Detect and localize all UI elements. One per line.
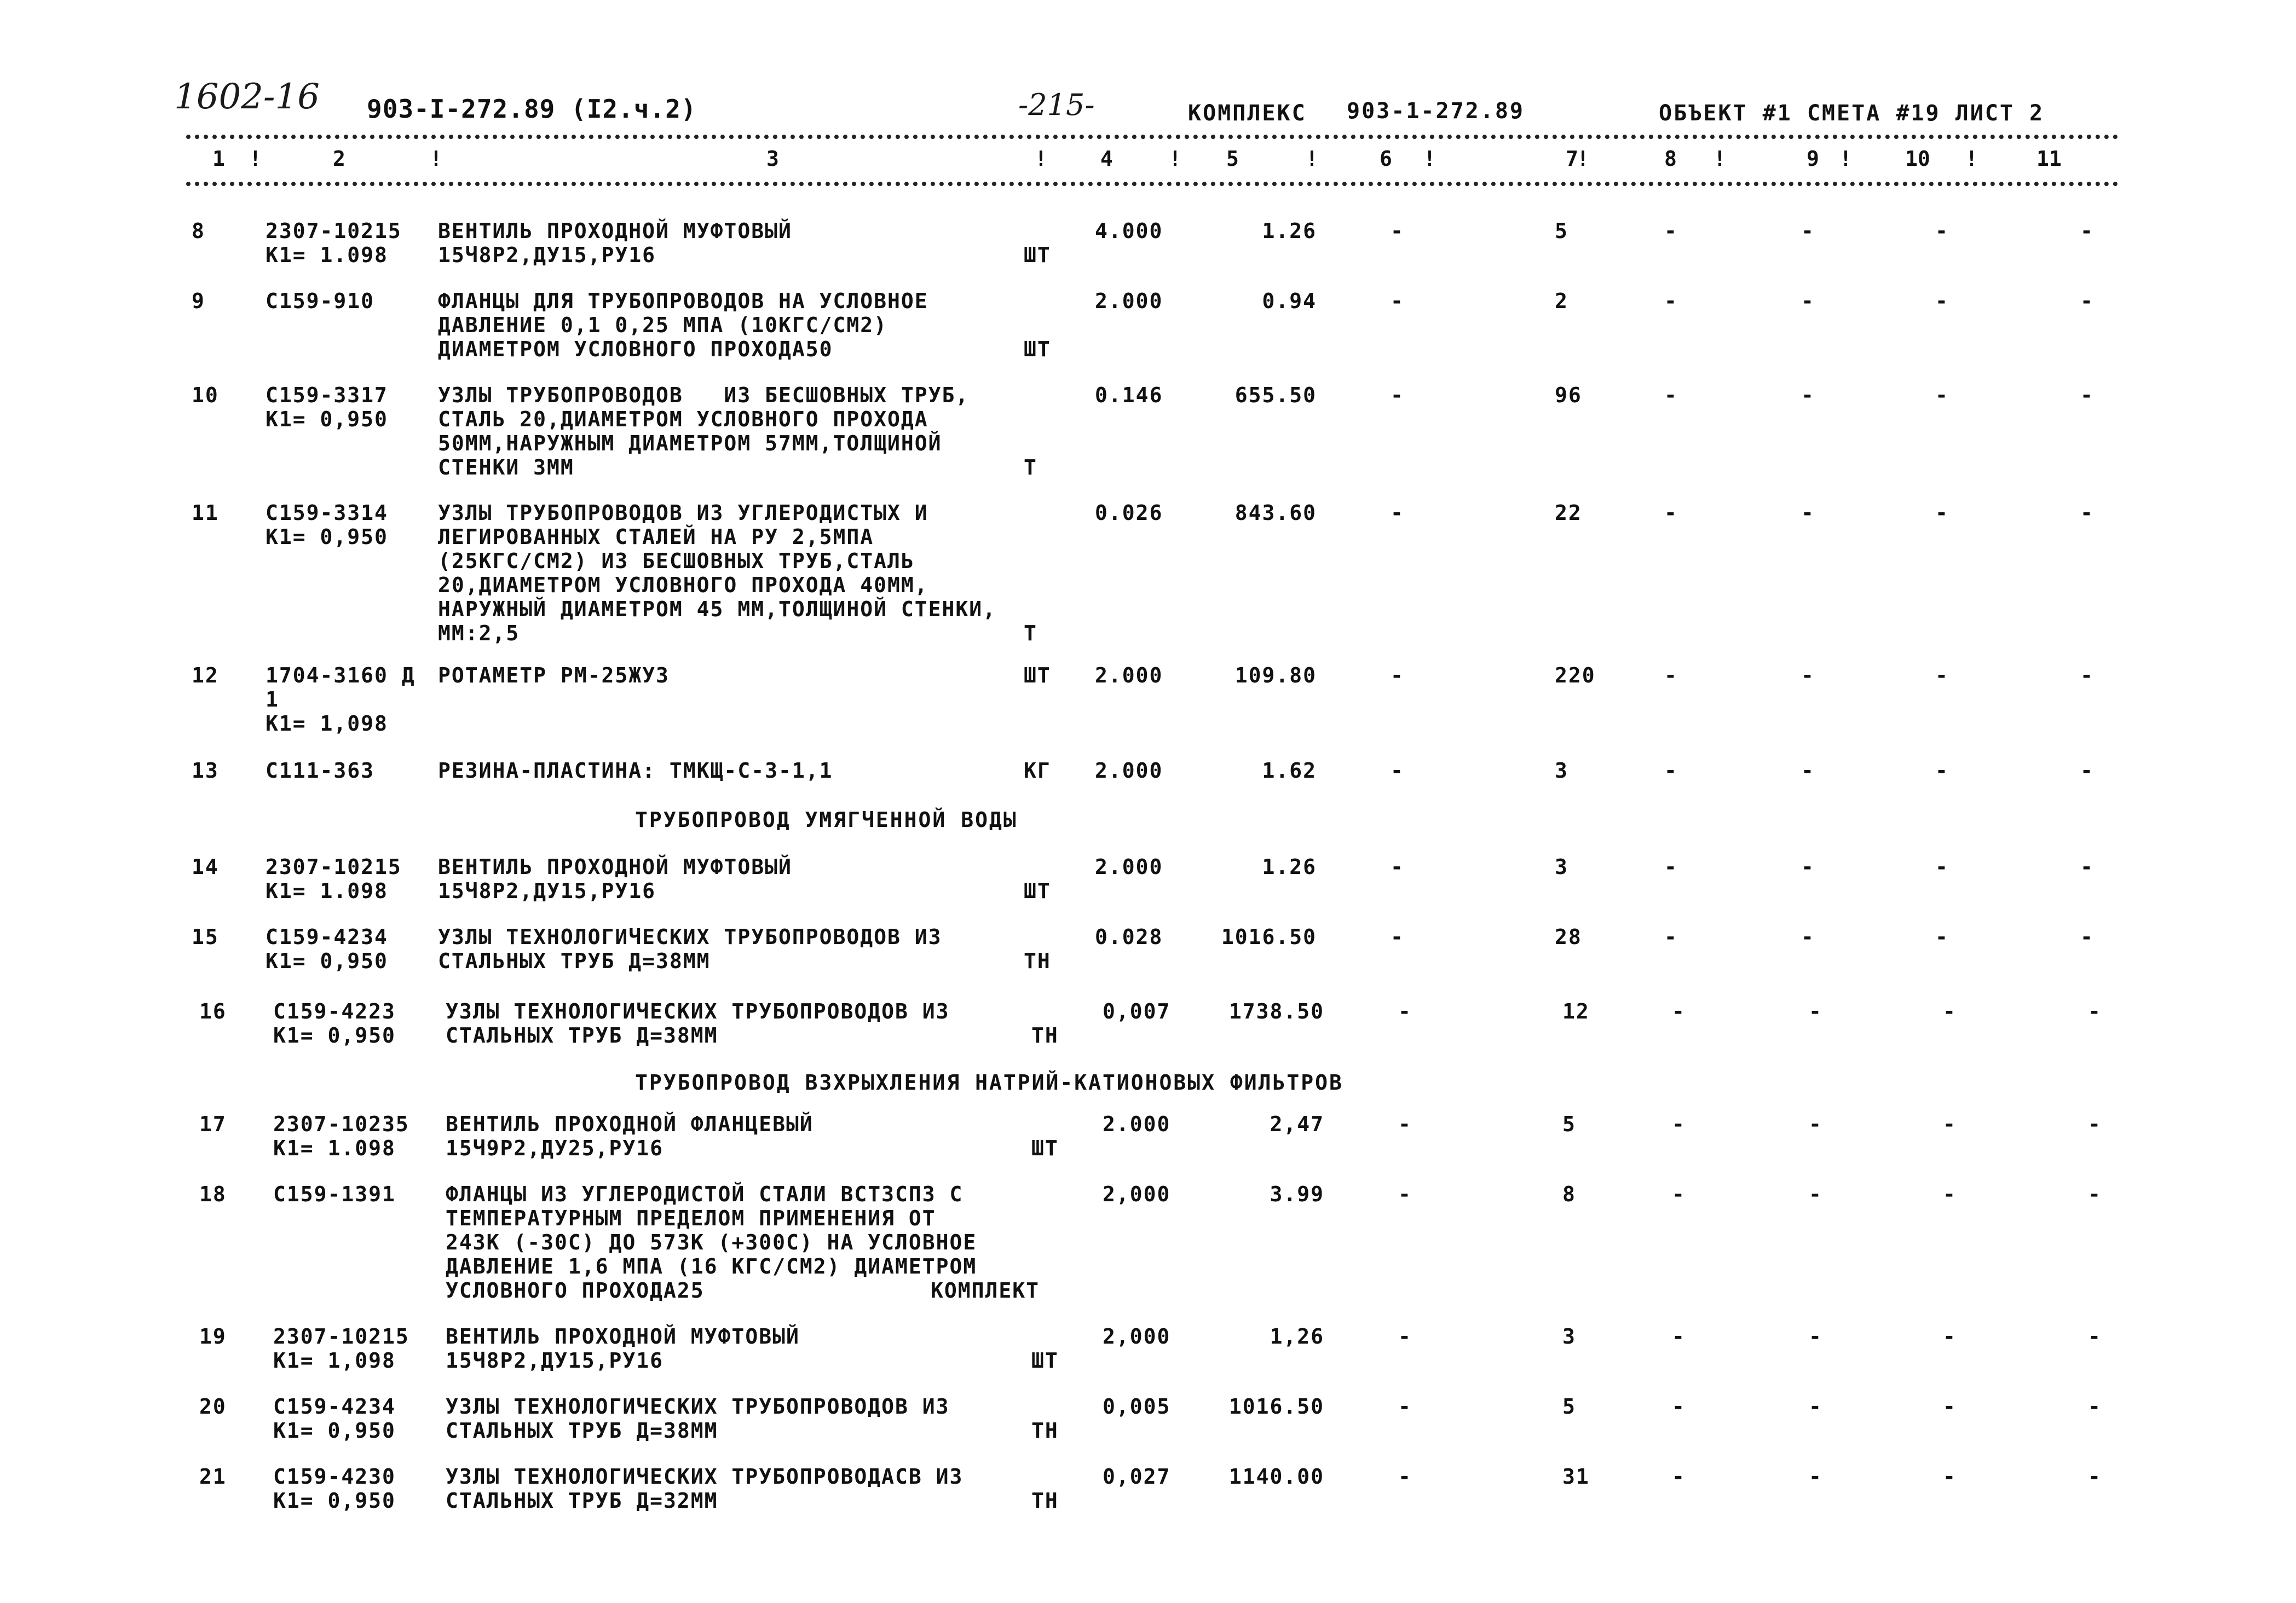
row-col10: - (1935, 925, 1949, 949)
row-col8: - (1672, 1112, 1686, 1136)
row-col7: 220 (1555, 663, 1596, 687)
row-col9: - (1809, 1465, 1822, 1489)
row-code: С159-3314 К1= 0,950 (266, 501, 388, 549)
row-col10: - (1943, 1182, 1957, 1206)
row-number: 20 (199, 1394, 227, 1419)
row-col9: - (1801, 289, 1815, 313)
column-separator: ! (1169, 147, 1181, 171)
column-number: 8 (1664, 147, 1677, 171)
row-quantity: 0.028 (1095, 925, 1163, 949)
row-col8: - (1672, 999, 1686, 1023)
row-col7: 3 (1555, 855, 1568, 879)
row-price: 1016.50 (1221, 925, 1317, 949)
row-code: С159-1391 (273, 1182, 396, 1206)
column-separator: ! (1577, 147, 1589, 171)
row-col11: - (2080, 219, 2094, 243)
row-col11: - (2080, 501, 2094, 525)
row-description: ВЕНТИЛЬ ПРОХОДНОЙ ФЛАНЦЕВЫЙ 15Ч9Р2,ДУ25,РУ16 (446, 1112, 814, 1160)
row-col10: - (1935, 855, 1949, 879)
row-col6: - (1398, 1112, 1412, 1136)
row-col9: - (1809, 1112, 1822, 1136)
row-number: 15 (192, 925, 219, 949)
row-code: С159-910 (266, 289, 375, 313)
row-quantity: 0,007 (1103, 999, 1171, 1023)
row-col7: 5 (1562, 1112, 1576, 1136)
row-number: 21 (199, 1465, 227, 1489)
column-separator: ! (1423, 147, 1436, 171)
row-price: 109.80 (1234, 663, 1317, 687)
row-col11: - (2080, 383, 2094, 407)
column-separator: ! (430, 147, 442, 171)
row-col9: - (1801, 383, 1815, 407)
row-col11: - (2088, 1394, 2102, 1419)
row-description: УЗЛЫ ТРУБОПРОВОДОВ ИЗ УГЛЕРОДИСТЫХ И ЛЕГИРОВАННЫХ СТАЛЕЙ НА РУ 2,5МПА (25КГС/СМ2) ИЗ БЕСШОВНЫХ ТРУБ,СТАЛЬ 20,ДИАМЕТРОМ УСЛОВНОГО ПРОХОДА 40ММ, НАРУЖНЫЙ ДИАМЕТРОМ 45 ММ,ТОЛЩИНОЙ СТЕНКИ, ММ:2,5 (438, 501, 996, 645)
row-col10: - (1943, 1112, 1957, 1136)
row-unit: КГ (1024, 759, 1051, 783)
row-col8: - (1672, 1324, 1686, 1349)
row-col9: - (1809, 999, 1822, 1023)
column-number: 11 (2037, 147, 2062, 171)
row-number: 8 (192, 219, 205, 243)
row-col8: - (1664, 663, 1678, 687)
row-col8: - (1664, 925, 1678, 949)
row-number: 18 (199, 1182, 227, 1206)
row-col8: - (1672, 1465, 1686, 1489)
row-code: 2307-10215 K1= 1.098 (266, 219, 402, 267)
row-col10: - (1943, 1394, 1957, 1419)
column-number: 5 (1226, 147, 1239, 171)
row-col8: - (1664, 759, 1678, 783)
row-col9: - (1809, 1182, 1822, 1206)
complex-code: 903-1-272.89 (1347, 99, 1525, 124)
row-col11: - (2088, 1324, 2102, 1349)
row-col9: - (1801, 663, 1815, 687)
row-description: ВЕНТИЛЬ ПРОХОДНОЙ МУФТОВЫЙ 15Ч8Р2,ДУ15,РУ16 (446, 1324, 800, 1373)
row-price: 1.62 (1262, 759, 1317, 783)
row-col7: 2 (1555, 289, 1568, 313)
row-code: С111-363 (266, 759, 375, 783)
row-number: 13 (192, 759, 219, 783)
row-col6: - (1391, 501, 1404, 525)
row-col6: - (1398, 1182, 1412, 1206)
row-col6: - (1398, 1394, 1412, 1419)
complex-label: КОМПЛЕКС (1188, 101, 1307, 126)
row-col9: - (1809, 1324, 1822, 1349)
row-code: 2307-10215 К1= 1.098 (266, 855, 402, 903)
row-number: 10 (192, 383, 219, 407)
row-col9: - (1801, 855, 1815, 879)
row-unit: Т (1024, 621, 1037, 645)
row-col7: 8 (1562, 1182, 1576, 1206)
row-description: УЗЛЫ ТЕХНОЛОГИЧЕСКИХ ТРУБОПРОВОДОВ ИЗ СТАЛЬНЫХ ТРУБ Д=38ММ (438, 925, 942, 973)
row-col8: - (1672, 1394, 1686, 1419)
row-col6: - (1398, 1465, 1412, 1489)
row-col11: - (2080, 663, 2094, 687)
row-col6: - (1391, 759, 1404, 783)
row-unit: ШТ (1024, 879, 1051, 903)
row-number: 14 (192, 855, 219, 879)
row-price: 655.50 (1234, 383, 1317, 407)
row-price: 1,26 (1270, 1324, 1324, 1349)
row-quantity: 2,000 (1103, 1182, 1171, 1206)
row-col8: - (1672, 1182, 1686, 1206)
row-quantity: 0.026 (1095, 501, 1163, 525)
row-col6: - (1391, 663, 1404, 687)
row-unit: ТН (1031, 1023, 1059, 1048)
row-description: РЕЗИНА-ПЛАСТИНА: ТМКЩ-С-3-1,1 (438, 759, 833, 783)
row-col10: - (1935, 663, 1949, 687)
row-description: РОТАМЕТР РМ-25ЖУЗ (438, 663, 670, 687)
row-code: 2307-10215 К1= 1,098 (273, 1324, 409, 1373)
row-col7: 96 (1555, 383, 1582, 407)
row-col7: 3 (1555, 759, 1568, 783)
row-description: УЗЛЫ ТЕХНОЛОГИЧЕСКИХ ТРУБОПРОВОДАСВ ИЗ СТАЛЬНЫХ ТРУБ Д=32ММ (446, 1465, 964, 1513)
row-col7: 28 (1555, 925, 1582, 949)
row-col11: - (2088, 999, 2102, 1023)
row-col7: 5 (1555, 219, 1568, 243)
row-unit: ШТ (1024, 663, 1051, 687)
row-price: 1.26 (1262, 219, 1317, 243)
row-col10: - (1935, 383, 1949, 407)
column-number: 3 (766, 147, 779, 171)
column-number: 6 (1380, 147, 1392, 171)
row-quantity: 2.000 (1095, 855, 1163, 879)
row-col8: - (1664, 855, 1678, 879)
row-col11: - (2080, 925, 2094, 949)
row-col6: - (1391, 219, 1404, 243)
column-number: 2 (333, 147, 345, 171)
row-col11: - (2088, 1465, 2102, 1489)
row-unit: Т (1024, 455, 1037, 479)
row-description: ВЕНТИЛЬ ПРОХОДНОЙ МУФТОВЫЙ 15Ч8Р2,ДУ15,РУ16 (438, 219, 792, 267)
row-unit: ШТ (1031, 1349, 1059, 1373)
row-unit: ТН (1031, 1489, 1059, 1513)
row-number: 12 (192, 663, 219, 687)
row-quantity: 2,000 (1103, 1324, 1171, 1349)
row-col7: 22 (1555, 501, 1582, 525)
row-unit: ШТ (1024, 243, 1051, 267)
row-number: 16 (199, 999, 227, 1023)
row-col10: - (1943, 1465, 1957, 1489)
row-code: С159-4234 К1= 0,950 (273, 1394, 396, 1443)
column-separator: ! (1035, 147, 1047, 171)
row-description: УЗЛЫ ТЕХНОЛОГИЧЕСКИХ ТРУБОПРОВОДОВ ИЗ СТАЛЬНЫХ ТРУБ Д=38ММ (446, 999, 950, 1048)
row-quantity: 2.000 (1095, 759, 1163, 783)
row-col9: - (1809, 1394, 1822, 1419)
row-number: 9 (192, 289, 205, 313)
row-col6: - (1391, 383, 1404, 407)
row-col11: - (2080, 855, 2094, 879)
row-col6: - (1398, 999, 1412, 1023)
row-number: 19 (199, 1324, 227, 1349)
column-number: 9 (1807, 147, 1819, 171)
top-rule (186, 135, 2119, 139)
row-quantity: 2.000 (1103, 1112, 1171, 1136)
row-col11: - (2080, 759, 2094, 783)
row-col7: 12 (1562, 999, 1590, 1023)
row-price: 1738.50 (1228, 999, 1324, 1023)
column-separator: ! (1839, 147, 1852, 171)
row-col10: - (1935, 219, 1949, 243)
row-code: С159-3317 К1= 0,950 (266, 383, 388, 431)
row-price: 1.26 (1262, 855, 1317, 879)
row-col9: - (1801, 501, 1815, 525)
row-number: 17 (199, 1112, 227, 1136)
column-separator: ! (249, 147, 262, 171)
row-col9: - (1801, 925, 1815, 949)
row-price: 0.94 (1262, 289, 1317, 313)
row-col11: - (2088, 1182, 2102, 1206)
document-code: 903-I-272.89 (I2.ч.2) (367, 94, 697, 124)
row-code: С159-4230 К1= 0,950 (273, 1465, 396, 1513)
row-col6: - (1391, 289, 1404, 313)
row-col11: - (2088, 1112, 2102, 1136)
column-separator: ! (1965, 147, 1978, 171)
row-quantity: 2.000 (1095, 663, 1163, 687)
row-quantity: 0,027 (1103, 1465, 1171, 1489)
column-separator: ! (1714, 147, 1726, 171)
row-description: ФЛАНЦЫ ИЗ УГЛЕРОДИСТОЙ СТАЛИ ВСТЗСПЗ С ТЕМПЕРАТУРНЫМ ПРЕДЕЛОМ ПРИМЕНЕНИЯ ОТ 243К (-30С) ДО 573К (+300С) НА УСЛОВНОЕ ДАВЛЕНИЕ 1,6 МПА (16 КГС/СМ2) ДИАМЕТРОМ УСЛОВНОГО ПРОХОДА25 (446, 1182, 977, 1303)
row-col6: - (1391, 925, 1404, 949)
row-code: 2307-10235 К1= 1.098 (273, 1112, 409, 1160)
row-unit: ТН (1031, 1419, 1059, 1443)
row-col10: - (1935, 759, 1949, 783)
column-number: 7 (1566, 147, 1578, 171)
row-col8: - (1664, 289, 1678, 313)
row-col10: - (1943, 1324, 1957, 1349)
column-separator: ! (1306, 147, 1318, 171)
row-price: 1016.50 (1228, 1394, 1324, 1419)
row-quantity: 2.000 (1095, 289, 1163, 313)
row-description: ВЕНТИЛЬ ПРОХОДНОЙ МУФТОВЫЙ 15Ч8Р2,ДУ15,РУ16 (438, 855, 792, 903)
row-col10: - (1943, 999, 1957, 1023)
header-bottom-rule (186, 182, 2119, 186)
row-quantity: 4.000 (1095, 219, 1163, 243)
row-quantity: 0.146 (1095, 383, 1163, 407)
row-price: 843.60 (1234, 501, 1317, 525)
row-unit: КОМПЛЕКТ (931, 1278, 1040, 1303)
row-description: УЗЛЫ ТРУБОПРОВОДОВ ИЗ БЕСШОВНЫХ ТРУБ, СТАЛЬ 20,ДИАМЕТРОМ УСЛОВНОГО ПРОХОДА 50ММ,НАРУЖНЫМ ДИАМЕТРОМ 57ММ,ТОЛЩИНОЙ СТЕНКИ 3ММ (438, 383, 970, 479)
row-code: С159-4223 К1= 0,950 (273, 999, 396, 1048)
row-price: 1140.00 (1228, 1465, 1324, 1489)
row-col7: 3 (1562, 1324, 1576, 1349)
column-number: 4 (1100, 147, 1113, 171)
section-title-loosening: ТРУБОПРОВОД ВЗХРЫХЛЕНИЯ НАТРИЙ-КАТИОНОВЫХ ФИЛЬТРОВ (635, 1070, 1343, 1095)
row-description: ФЛАНЦЫ ДЛЯ ТРУБОПРОВОДОВ НА УСЛОВНОЕ ДАВЛЕНИЕ 0,1 0,25 МПА (10КГС/СМ2) ДИАМЕТРОМ УСЛОВНОГО ПРОХОДА50 (438, 289, 928, 361)
object-info: ОБЪЕКТ #1 СМЕТА #19 ЛИСТ 2 (1659, 101, 2045, 126)
row-unit: ШТ (1024, 337, 1051, 361)
section-title-softened-water: ТРУБОПРОВОД УМЯГЧЕННОЙ ВОДЫ (635, 808, 1018, 832)
column-number: 10 (1905, 147, 1930, 171)
row-number: 11 (192, 501, 219, 525)
row-col9: - (1801, 759, 1815, 783)
row-col7: 31 (1562, 1465, 1590, 1489)
row-col10: - (1935, 501, 1949, 525)
row-col10: - (1935, 289, 1949, 313)
row-col11: - (2080, 289, 2094, 313)
row-col8: - (1664, 501, 1678, 525)
row-unit: ШТ (1031, 1136, 1059, 1160)
row-price: 2,47 (1270, 1112, 1324, 1136)
column-number: 1 (212, 147, 225, 171)
row-quantity: 0,005 (1103, 1394, 1171, 1419)
row-col6: - (1398, 1324, 1412, 1349)
row-col8: - (1664, 219, 1678, 243)
row-description: УЗЛЫ ТЕХНОЛОГИЧЕСКИХ ТРУБОПРОВОДОВ ИЗ СТАЛЬНЫХ ТРУБ Д=38ММ (446, 1394, 950, 1443)
row-col6: - (1391, 855, 1404, 879)
handwritten-reference: 1602-16 (174, 77, 320, 117)
row-col7: 5 (1562, 1394, 1576, 1419)
row-price: 3.99 (1270, 1182, 1324, 1206)
page-number: -215- (1018, 88, 1095, 122)
row-code: 1704-3160 Д 1 К1= 1,098 (266, 663, 416, 736)
row-col9: - (1801, 219, 1815, 243)
row-unit: ТН (1024, 949, 1051, 973)
row-col8: - (1664, 383, 1678, 407)
row-code: С159-4234 К1= 0,950 (266, 925, 388, 973)
